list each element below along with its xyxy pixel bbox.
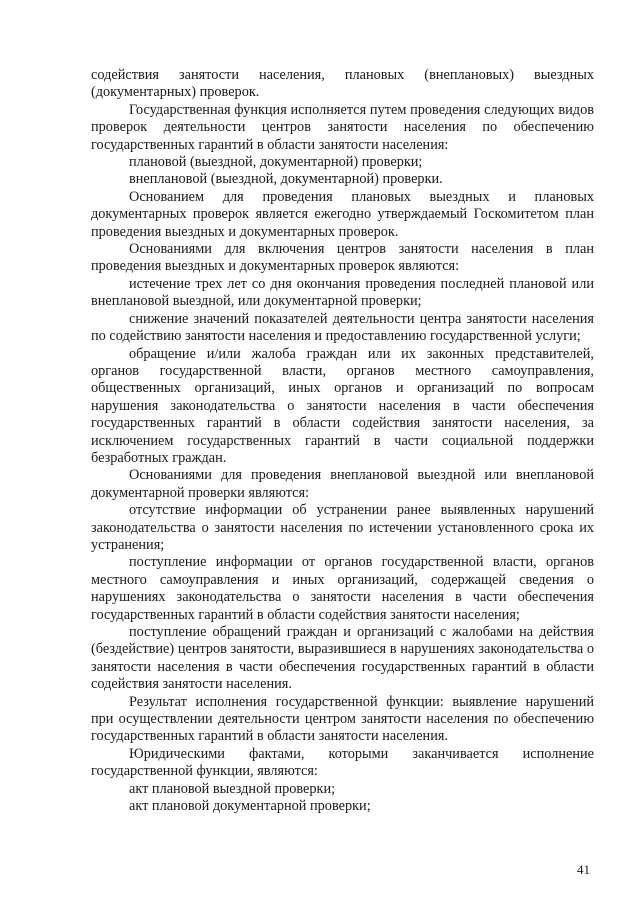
page-number: 41 <box>577 862 590 877</box>
paragraph-function-checks: Государственная функция исполняется путем проведения следующих видов проверок деятельности центров занятости населения по обеспечению государственных гарантий в области занятости населения: <box>91 101 594 153</box>
list-item-no-info: отсутствие информации об устранении ранее выявленных нарушений законодательства о занятости населения по истечении установленного срока их устранения; <box>91 502 594 553</box>
paragraph-result: Результат исполнения государственной функции: выявление нарушений при осуществлении деятельности центром занятости населения по обеспечению государственных гарантий в области занятости населения. <box>91 693 594 745</box>
paragraph-unplanned-grounds: Основаниями для проведения внеплановой выездной или внеплановой документарной проверки являются: <box>91 467 594 501</box>
paragraph-legal-facts: Юридическими фактами, которыми заканчивается исполнение государственной функции, являются: <box>91 745 594 780</box>
list-item-three-years: истечение трех лет со дня окончания проведения последней плановой или внеплановой выездной, или документарной проверки; <box>91 275 594 310</box>
list-item-appeals: поступление обращений граждан и организаций с жалобами на действия (бездействие) центров занятости, выразившиеся в нарушениях законодательства о занятости населения в части обеспечения государственных гарантий в области содействия занятости населения. <box>91 624 594 693</box>
list-item-info-received: поступление информации от органов государственной власти, органов местного самоуправления и иных организаций, содержащей сведения о нарушениях законодательства о занятости населения в части обеспечения государственных гарантий в области содействия занятости населения; <box>91 554 594 623</box>
list-item-unplanned-check: внеплановой (выездной, документарной) проверки. <box>129 171 443 188</box>
document-body <box>91 67 594 815</box>
paragraph-inclusion-grounds: Основаниями для включения центров занятости населения в план проведения выездных и документарных проверок являются: <box>91 241 594 275</box>
paragraph-continuation: содействия занятости населения, плановых (внеплановых) выездных (документарных) проверок. <box>91 67 594 101</box>
paragraph-planned-basis: Основанием для проведения плановых выездных и плановых документарных проверок является ежегодно утверждаемый Госкомитетом план проведения выездных и документарных проверок. <box>91 188 594 240</box>
list-item-indicator-decrease: снижение значений показателей деятельности центра занятости населения по содействию занятости населения и предоставлению государственной услуги; <box>91 310 594 345</box>
list-item-act-planned-onsite: акт плановой выездной проверки; <box>129 780 336 797</box>
list-item-act-planned-documentary: акт плановой документарной проверки; <box>129 798 371 815</box>
list-item-planned-check: плановой (выездной, документарной) проверки; <box>129 154 423 171</box>
list-item-complaint: обращение и/или жалоба граждан или их законных представителей, органов государственной власти, органов местного самоуправления, общественных организаций, иных органов и организаций по вопросам нарушения законодательства о занятости населения в части обеспечения государственных гарантий в области содействия занятости населения, за исключением государственных гарантий в части социальной поддержки безработных граждан. <box>91 345 594 466</box>
